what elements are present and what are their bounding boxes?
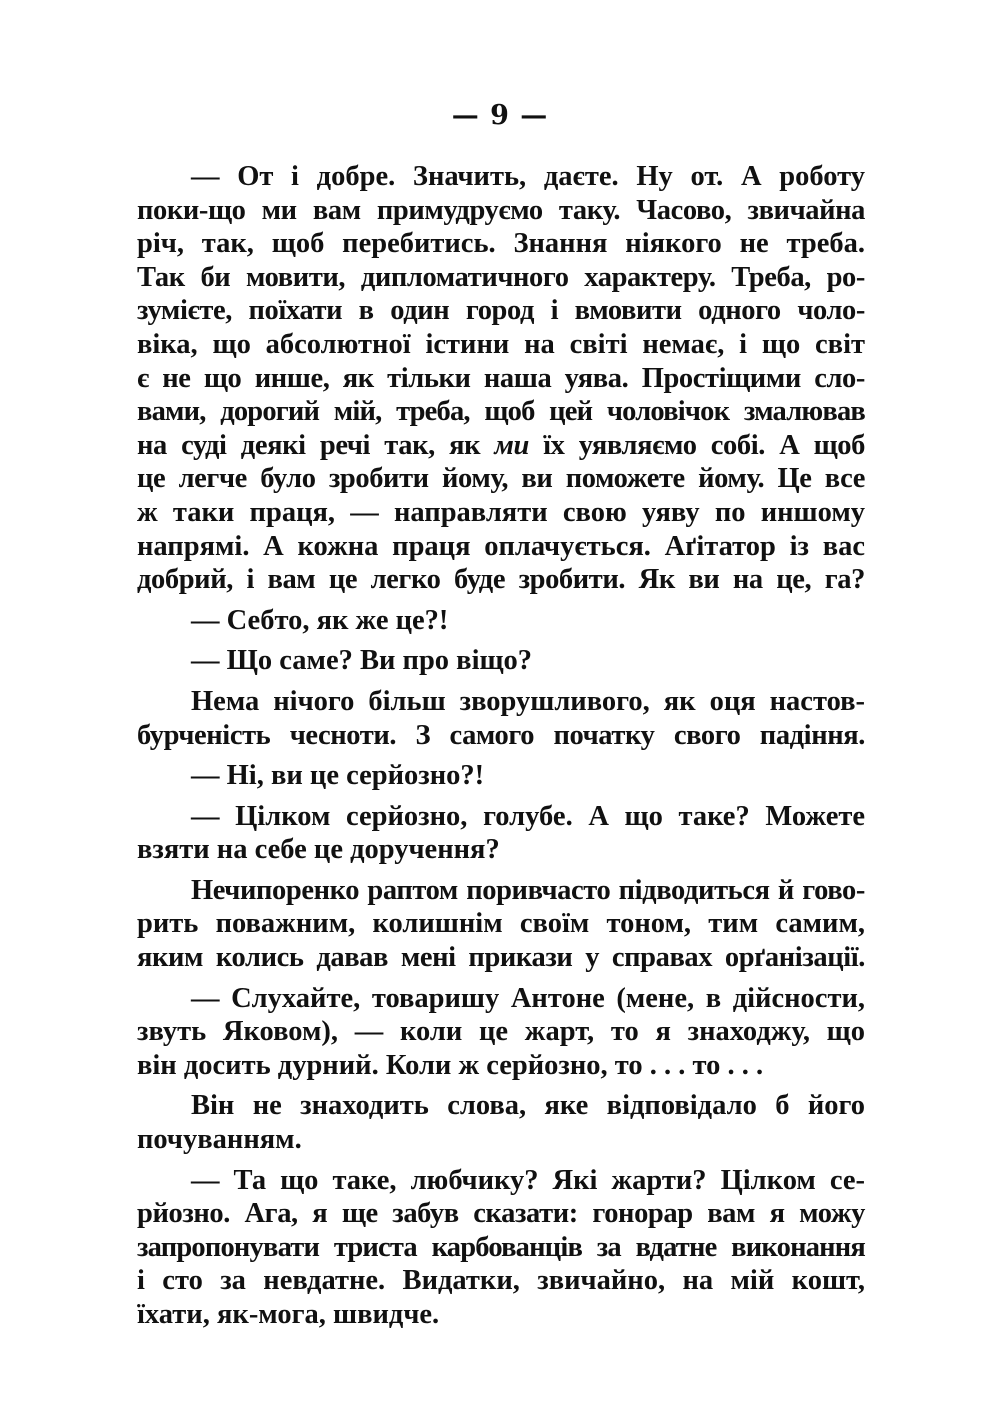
page-text	[137, 160, 865, 1332]
text-line: і сто за невдатне. Видатки, звичайно, на мій кошт,	[137, 1265, 865, 1297]
emphasized-word: ми	[494, 429, 529, 461]
text-line: взяти на себе це доручення?	[137, 834, 500, 866]
text-line: це легче було зробити йому, ви поможете йому. Це все	[137, 463, 865, 495]
text-fragment: їх уявляємо собі. А щоб	[528, 429, 865, 461]
text-line: запропонувати триста карбованців за вдатне виконання	[137, 1231, 865, 1263]
text-line: — Що саме? Ви про віщо?	[191, 645, 533, 677]
text-line: — Та що таке, любчику? Які жарти? Цілком се-	[191, 1164, 865, 1196]
text-line: вами, дорогий мій, треба, щоб цей чоловічок змалював	[137, 396, 865, 428]
text-line: рить поважним, колишнім своїм тоном, тим самим,	[137, 908, 865, 940]
text-line: почуванням.	[137, 1124, 302, 1156]
text-line: віка, що абсолютної істини на світі немає, і що світ	[137, 328, 865, 360]
text-line: напрямі. А кожна праця оплачується. Аґітатор із вас	[137, 530, 865, 562]
text-line: яким колись давав мені прикази у справах орґанізації.	[137, 942, 865, 974]
text-line: — От і добре. Значить, даєте. Ну от. А роботу	[191, 161, 865, 192]
text-line: — Цілком серйозно, голубе. А що таке? Можете	[191, 800, 865, 832]
text-line: є не що инше, як тільки наша уява. Простіщими сло-	[137, 362, 865, 394]
text-line: ж таки праця, — направляти свою уяву по иншому	[137, 496, 865, 528]
text-line: звуть Яковом), — коли це жарт, то я знаходжу, що	[137, 1016, 865, 1048]
text-line: Нечипоренко раптом поривчасто підводиться й гово-	[191, 874, 865, 906]
text-line: бурченість чесноти. З самого початку свого падіння.	[137, 719, 865, 751]
text-line: він досить дурний. Коли ж серйозно, то . . . то . . .	[137, 1049, 764, 1081]
page-number: — 9 —	[451, 100, 549, 131]
text-line: — Слухайте, товаришу Антоне (мене, в дійсности,	[191, 982, 865, 1014]
text-line-with-emphasis	[137, 429, 865, 463]
text-line: річ, так, щоб перебитись. Знання ніякого не треба.	[137, 228, 865, 260]
text-fragment: на суді деякі речі так, як	[137, 429, 495, 461]
text-line: — Себто, як же це?!	[191, 604, 449, 636]
text-line: — Ні, ви це серйозно?!	[191, 760, 485, 792]
text-line: добрий, і вам це легко буде зробити. Як ви на це, га?	[137, 564, 865, 596]
text-line: Він не знаходить слова, яке відповідало б його	[191, 1090, 865, 1122]
text-line: Нема нічого більш зворушливого, як оця настов-	[191, 685, 865, 717]
text-line: їхати, як-мога, швидче.	[137, 1299, 440, 1330]
text-line: поки-що ми вам примудруємо таку. Часово, звичайна	[137, 194, 865, 226]
text-line: зумієте, поїхати в один город і вмовити одного чоло-	[137, 295, 865, 327]
text-line: Так би мовити, дипломатичного характеру. Треба, ро-	[137, 261, 865, 293]
text-line: рйозно. Ага, я ще забув сказати: гонорар вам я можу	[137, 1198, 865, 1230]
